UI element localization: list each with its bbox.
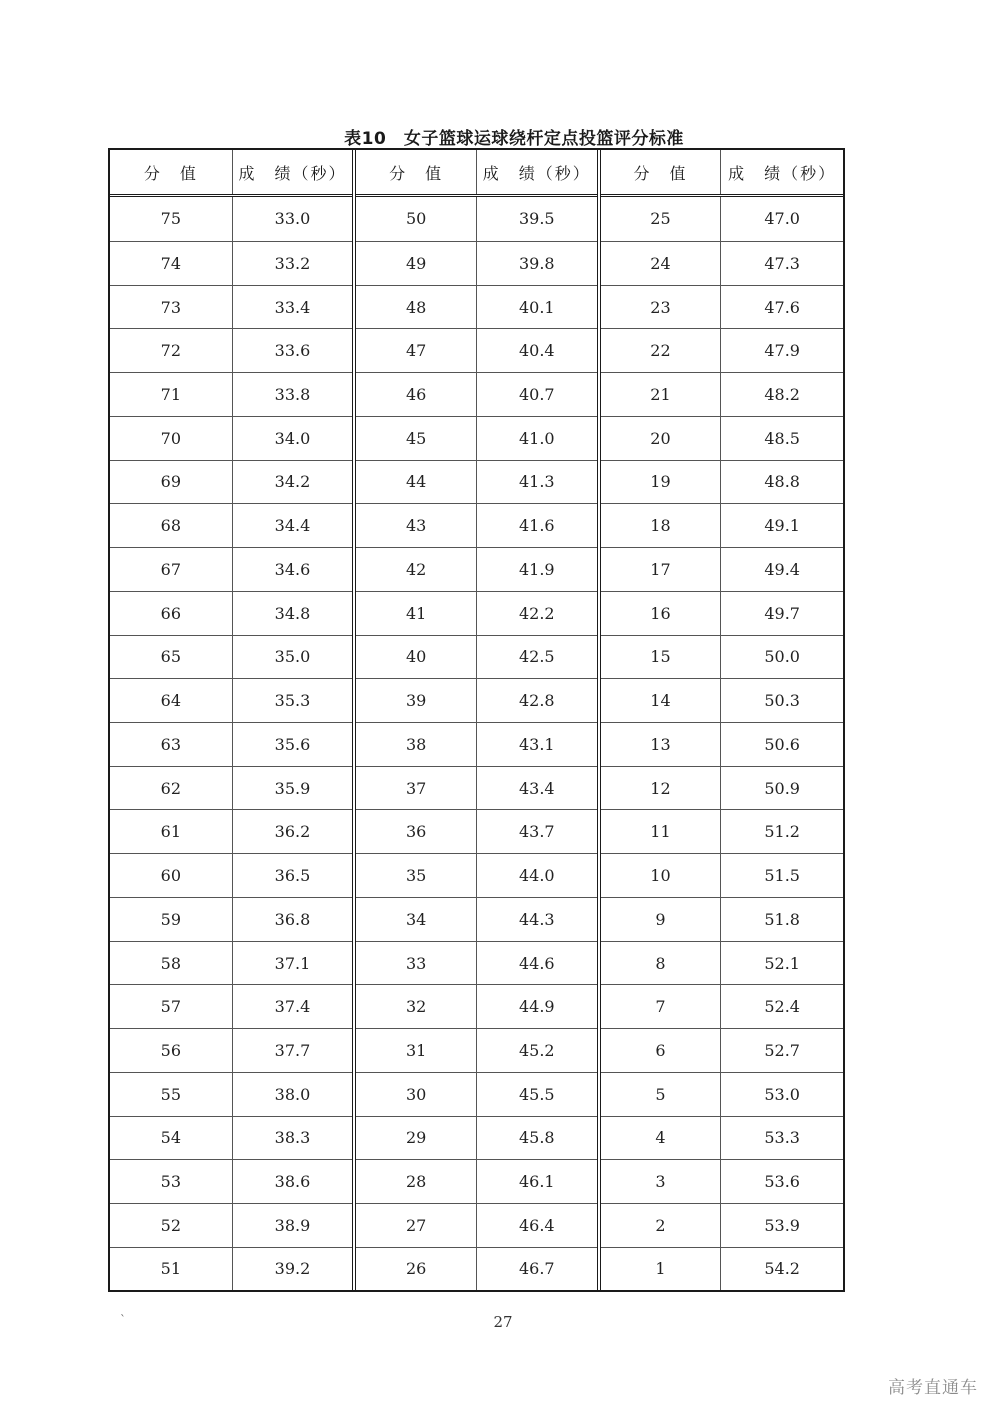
time-cell: 35.6 [232,723,354,767]
score-cell: 33 [354,941,476,985]
score-cell: 68 [110,504,232,548]
score-cell: 11 [599,810,721,854]
time-cell: 51.2 [721,810,843,854]
time-cell: 47.0 [721,196,843,242]
score-cell: 28 [354,1160,476,1204]
table-row [110,1029,843,1073]
score-cell: 8 [599,941,721,985]
table-row [110,723,843,767]
score-cell: 74 [110,241,232,285]
time-cell: 33.2 [232,241,354,285]
score-cell: 26 [354,1247,476,1290]
time-cell: 45.2 [476,1029,598,1073]
time-cell: 46.1 [476,1160,598,1204]
score-cell: 7 [599,985,721,1029]
score-cell: 29 [354,1116,476,1160]
time-cell: 41.6 [476,504,598,548]
score-table [110,150,843,1290]
table-row [110,460,843,504]
score-cell: 5 [599,1072,721,1116]
watermark-text: 高考直通车 [888,1378,978,1398]
time-cell: 51.8 [721,897,843,941]
table-row [110,941,843,985]
time-cell: 35.9 [232,766,354,810]
table-row [110,285,843,329]
table-row [110,373,843,417]
time-cell: 36.5 [232,854,354,898]
time-cell: 36.2 [232,810,354,854]
score-cell: 58 [110,941,232,985]
time-cell: 47.6 [721,285,843,329]
time-cell: 48.2 [721,373,843,417]
time-cell: 49.7 [721,591,843,635]
score-cell: 37 [354,766,476,810]
time-cell: 45.8 [476,1116,598,1160]
table-row [110,854,843,898]
table-row [110,1247,843,1290]
score-cell: 40 [354,635,476,679]
table-row [110,591,843,635]
header-time-3: 成 绩（秒） [721,150,843,196]
score-cell: 53 [110,1160,232,1204]
score-cell: 73 [110,285,232,329]
time-cell: 35.0 [232,635,354,679]
time-cell: 47.9 [721,329,843,373]
time-cell: 33.8 [232,373,354,417]
score-cell: 50 [354,196,476,242]
score-cell: 20 [599,416,721,460]
score-cell: 38 [354,723,476,767]
score-cell: 57 [110,985,232,1029]
score-cell: 55 [110,1072,232,1116]
time-cell: 43.4 [476,766,598,810]
time-cell: 42.8 [476,679,598,723]
table-row [110,504,843,548]
score-cell: 15 [599,635,721,679]
header-time-1: 成 绩（秒） [232,150,354,196]
score-cell: 64 [110,679,232,723]
time-cell: 45.5 [476,1072,598,1116]
time-cell: 38.9 [232,1204,354,1248]
score-cell: 12 [599,766,721,810]
score-cell: 41 [354,591,476,635]
time-cell: 34.2 [232,460,354,504]
time-cell: 53.6 [721,1160,843,1204]
header-score-3: 分 值 [599,150,721,196]
time-cell: 53.0 [721,1072,843,1116]
time-cell: 47.3 [721,241,843,285]
time-cell: 44.0 [476,854,598,898]
time-cell: 37.4 [232,985,354,1029]
score-cell: 23 [599,285,721,329]
time-cell: 33.0 [232,196,354,242]
time-cell: 40.7 [476,373,598,417]
time-cell: 39.5 [476,196,598,242]
time-cell: 37.7 [232,1029,354,1073]
time-cell: 34.4 [232,504,354,548]
time-cell: 50.0 [721,635,843,679]
table-row [110,548,843,592]
score-cell: 72 [110,329,232,373]
page-number: 27 [493,1313,513,1331]
score-cell: 48 [354,285,476,329]
time-cell: 41.9 [476,548,598,592]
time-cell: 53.3 [721,1116,843,1160]
score-cell: 49 [354,241,476,285]
table-row [110,897,843,941]
table-row [110,766,843,810]
table-row [110,679,843,723]
table-title: 表10 女子篮球运球绕杆定点投篮评分标准 [344,129,684,149]
time-cell: 35.3 [232,679,354,723]
score-cell: 51 [110,1247,232,1290]
table-row [110,1072,843,1116]
score-cell: 25 [599,196,721,242]
score-cell: 27 [354,1204,476,1248]
score-cell: 24 [599,241,721,285]
time-cell: 39.8 [476,241,598,285]
time-cell: 49.4 [721,548,843,592]
time-cell: 46.7 [476,1247,598,1290]
score-cell: 34 [354,897,476,941]
time-cell: 43.7 [476,810,598,854]
score-cell: 19 [599,460,721,504]
table-row [110,241,843,285]
score-cell: 32 [354,985,476,1029]
table-row [110,1160,843,1204]
time-cell: 49.1 [721,504,843,548]
time-cell: 34.0 [232,416,354,460]
header-score-2: 分 值 [354,150,476,196]
score-cell: 2 [599,1204,721,1248]
time-cell: 48.8 [721,460,843,504]
score-cell: 14 [599,679,721,723]
time-cell: 39.2 [232,1247,354,1290]
score-cell: 71 [110,373,232,417]
score-cell: 39 [354,679,476,723]
time-cell: 38.0 [232,1072,354,1116]
score-cell: 62 [110,766,232,810]
score-cell: 1 [599,1247,721,1290]
header-time-2: 成 绩（秒） [476,150,598,196]
score-cell: 65 [110,635,232,679]
time-cell: 36.8 [232,897,354,941]
time-cell: 41.3 [476,460,598,504]
table-row [110,416,843,460]
time-cell: 52.1 [721,941,843,985]
table-header-row [110,150,843,196]
score-cell: 54 [110,1116,232,1160]
time-cell: 44.9 [476,985,598,1029]
time-cell: 50.9 [721,766,843,810]
score-cell: 36 [354,810,476,854]
time-cell: 50.6 [721,723,843,767]
score-cell: 21 [599,373,721,417]
score-cell: 22 [599,329,721,373]
score-cell: 6 [599,1029,721,1073]
score-cell: 45 [354,416,476,460]
table-row [110,635,843,679]
score-cell: 18 [599,504,721,548]
time-cell: 51.5 [721,854,843,898]
score-cell: 43 [354,504,476,548]
time-cell: 40.1 [476,285,598,329]
score-cell: 47 [354,329,476,373]
score-cell: 3 [599,1160,721,1204]
score-cell: 69 [110,460,232,504]
score-cell: 46 [354,373,476,417]
time-cell: 41.0 [476,416,598,460]
time-cell: 44.6 [476,941,598,985]
time-cell: 53.9 [721,1204,843,1248]
score-cell: 30 [354,1072,476,1116]
score-cell: 4 [599,1116,721,1160]
score-cell: 63 [110,723,232,767]
score-cell: 66 [110,591,232,635]
time-cell: 42.2 [476,591,598,635]
time-cell: 34.6 [232,548,354,592]
time-cell: 54.2 [764,1259,800,1279]
time-cell: 38.3 [232,1116,354,1160]
table-row [110,1116,843,1160]
table-row [110,196,843,242]
score-cell: 52 [110,1204,232,1248]
score-cell: 44 [354,460,476,504]
table-row [110,985,843,1029]
time-cell: 48.5 [721,416,843,460]
scan-mark: ` [120,1313,126,1327]
score-cell: 16 [599,591,721,635]
time-cell: 33.6 [232,329,354,373]
time-cell: 50.3 [721,679,843,723]
score-cell: 13 [599,723,721,767]
score-cell: 67 [110,548,232,592]
score-cell: 17 [599,548,721,592]
time-cell: 33.4 [232,285,354,329]
score-cell: 75 [110,196,232,242]
header-score-1: 分 值 [110,150,232,196]
score-cell: 42 [354,548,476,592]
score-cell: 10 [599,854,721,898]
time-cell: 42.5 [476,635,598,679]
time-cell: 37.1 [232,941,354,985]
table-row [110,329,843,373]
score-cell: 61 [110,810,232,854]
score-cell: 9 [599,897,721,941]
time-cell: 43.1 [476,723,598,767]
table-body [110,196,843,1291]
table-row [110,810,843,854]
time-cell: 46.4 [476,1204,598,1248]
score-cell: 35 [354,854,476,898]
score-cell: 59 [110,897,232,941]
score-cell: 60 [110,854,232,898]
time-cell: 52.7 [721,1029,843,1073]
score-cell: 56 [110,1029,232,1073]
score-table-frame [108,148,845,1292]
score-cell: 31 [354,1029,476,1073]
score-cell: 70 [110,416,232,460]
time-cell: 44.3 [476,897,598,941]
time-cell: 38.6 [232,1160,354,1204]
time-cell: 34.8 [232,591,354,635]
time-cell: 52.4 [721,985,843,1029]
time-cell: 40.4 [476,329,598,373]
table-row [110,1204,843,1248]
